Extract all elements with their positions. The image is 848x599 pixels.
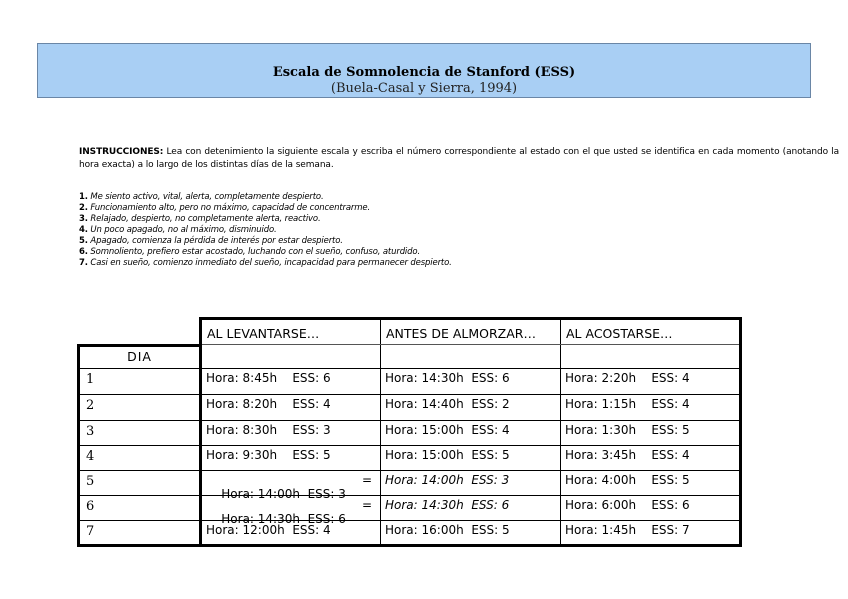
equals-sign: = — [361, 473, 372, 487]
table-cell: Hora: 16:00h ESS: 5 — [385, 523, 510, 537]
scale-item: 1. Me siento activo, vital, alerta, completamente despierto. — [79, 192, 324, 202]
instructions-text: Lea con detenimiento la siguiente escala y escriba el número correspondiente al estado con el que usted se identifica en cada momento (anotando la hora exacta) a lo largo de los distintas días de la semana. — [79, 147, 839, 170]
table-cell: Hora: 3:45h ESS: 4 — [565, 448, 690, 462]
scale-item: 5. Apagado, comienza la pérdida de interés por estar despierto. — [79, 236, 343, 246]
scale-item: 7. Casi en sueño, comienzo inmediato del sueño, incapacidad para permanecer despierto. — [79, 258, 452, 268]
day-cell: 7 — [86, 524, 95, 539]
table-cell: Hora: 9:30h ESS: 5 — [206, 448, 331, 462]
scale-item: 3. Relajado, despierto, no completamente alerta, reactivo. — [79, 214, 321, 224]
column-header-acostarse: AL ACOSTARSE… — [566, 326, 673, 341]
table-cell: Hora: 6:00h ESS: 6 — [565, 498, 690, 512]
scale-item: 6. Somnoliento, prefiero estar acostado, luchando con el sueño, confuso, aturdido. — [79, 247, 420, 257]
table-cell: Hora: 1:30h ESS: 5 — [565, 423, 690, 437]
table-cell: Hora: 8:30h ESS: 3 — [206, 423, 331, 437]
scale-item: 2. Funcionamiento alto, pero no máximo, capacidad de concentrarme. — [79, 203, 371, 213]
table-cell: Hora: 14:00h ESS: 3 = — [221, 473, 372, 501]
table-cell: Hora: 2:20h ESS: 4 — [565, 371, 690, 385]
table-cell: Hora: 8:20h ESS: 4 — [206, 397, 331, 411]
day-cell: 6 — [86, 499, 95, 514]
table-cell: Hora: 14:40h ESS: 2 — [385, 397, 510, 411]
table-cell: Hora: 12:00h ESS: 4 — [206, 523, 331, 537]
page-subtitle: (Buela-Casal y Sierra, 1994) — [330, 81, 518, 96]
table-cell: Hora: 4:00h ESS: 5 — [565, 473, 690, 487]
table-cell: Hora: 15:00h ESS: 4 — [385, 423, 510, 437]
table-cell: Hora: 14:30h ESS: 6 — [385, 498, 510, 512]
table-cell: Hora: 1:45h ESS: 7 — [565, 523, 690, 537]
column-header-levantarse: AL LEVANTARSE… — [207, 326, 320, 341]
table-cell: Hora: 14:30h ESS: 6 = — [221, 498, 372, 526]
table-cell: Hora: 1:15h ESS: 4 — [565, 397, 690, 411]
table-cell: Hora: 14:30h ESS: 6 — [385, 371, 510, 385]
day-cell: 4 — [86, 449, 95, 464]
day-cell: 2 — [86, 398, 95, 413]
equals-sign: = — [361, 498, 372, 512]
day-cell: 1 — [86, 372, 95, 387]
page-title: Escala de Somnolencia de Stanford (ESS) — [272, 65, 576, 80]
table-cell: Hora: 8:45h ESS: 6 — [206, 371, 331, 385]
table-cell: Hora: 14:00h ESS: 3 — [385, 473, 510, 487]
day-cell: 5 — [86, 474, 95, 489]
scale-item: 4. Un poco apagado, no al máximo, disminuido. — [79, 225, 277, 235]
instructions-label: INSTRUCCIONES: — [79, 147, 164, 157]
column-header-almorzar: ANTES DE ALMORZAR… — [386, 326, 536, 341]
table-cell: Hora: 15:00h ESS: 5 — [385, 448, 510, 462]
day-cell: 3 — [86, 424, 95, 439]
day-header: DIA — [127, 349, 152, 364]
